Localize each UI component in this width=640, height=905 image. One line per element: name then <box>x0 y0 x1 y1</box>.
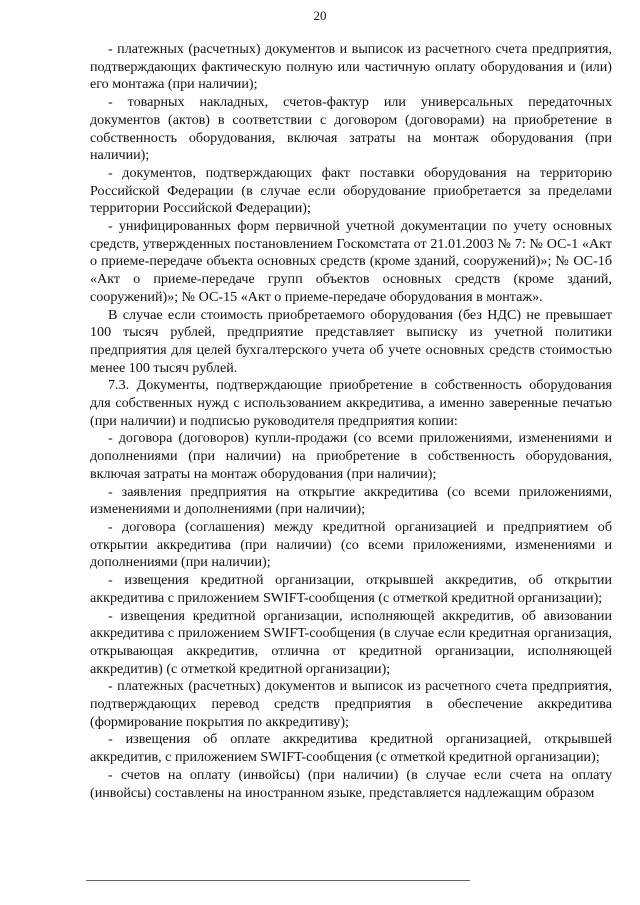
paragraph-agreement: - договора (соглашения) между кредитной организацией и предприятием об открытии аккредитива (при наличии) (со всеми приложениями, изменениями и дополнениями (при наличии); <box>90 518 612 571</box>
paragraph-transfer-documents: - платежных (расчетных) документов и выписок из расчетного счета предприятия, подтверждающих перевод средств предприятия в обеспечение аккредитива (формирование покрытия по аккредитиву); <box>90 678 612 730</box>
page-number: 20 <box>313 8 327 23</box>
paragraph-waybills: - товарных накладных, счетов-фактур или универсальных передаточных документов (актов) в соответствии с договором (договорами) на приобретение в собственность оборудования, включая затраты на монтаж оборудования (при наличии); <box>90 94 612 164</box>
paragraph-unified-forms: - унифицированных форм первичной учетной документации по учету основных средств, утвержденных постановлением Госкомстата от 21.01.2003 № 7: № ОС-1 «Акт о приеме-передаче объекта основных средств (кроме зданий, сооружений)»; № ОС-1б «Акт о приеме-передаче групп объектов основных средств (кроме зданий, сооружений)»; № ОС-15 «Акт о приеме-передаче оборудования в монтаж». <box>90 218 612 305</box>
footer-divider <box>86 880 470 881</box>
paragraph-cost-threshold: В случае если стоимость приобретаемого оборудования (без НДС) не превышает 100 тысяч рублей, предприятие представляет выписку из учетной политики предприятия для целей бухгалтерского учета об учете основных средств стоимостью менее 100 тысяч рублей. <box>90 306 612 376</box>
paragraph-payment-notice: - извещения об оплате аккредитива кредитной организацией, открывшей аккредитив, с приложением SWIFT-сообщения (с отметкой кредитной организации); <box>90 731 612 766</box>
paragraph-advising-notice: - извещения кредитной организации, исполняющей аккредитив, об авизовании аккредитива с приложением SWIFT-сообщения (в случае если кредитная организация, открывающая аккредитив, отлична от кредитной организации, исполняющей аккредитив) (с отметкой кредитной организации); <box>90 607 612 677</box>
paragraph-payment-documents: - платежных (расчетных) документов и выписок из расчетного счета предприятия, подтверждающих фактическую полную или частичную оплату оборудования и (или) его монтажа (при наличии); <box>90 41 612 93</box>
paragraph-invoices: - счетов на оплату (инвойсы) (при наличии) (в случае если счета на оплату (инвойсы) составлены на иностранном языке, представляется надлежащим образом <box>90 766 612 801</box>
paragraph-accreditive-application: - заявления предприятия на открытие аккредитива (со всеми приложениями, изменениями и дополнениями (при наличии); <box>90 483 612 518</box>
paragraph-opening-notice: - извещения кредитной организации, открывшей аккредитив, об открытии аккредитива с приложением SWIFT-сообщения (с отметкой кредитной организации); <box>90 572 612 606</box>
paragraph-purchase-contract: - договора (договоров) купли-продажи (со всеми приложениями, изменениями и дополнениями (при наличии) на приобретение в собственность оборудования, включая затраты на монтаж оборудования (при наличии); <box>90 430 612 482</box>
document-body <box>90 41 612 802</box>
paragraph-section-7-3: 7.3. Документы, подтверждающие приобретение в собственность оборудования для собственных нужд с использованием аккредитива, а именно заверенные печатью (при наличии) и подписью руководителя предприятия копии: <box>90 377 612 429</box>
paragraph-delivery-documents: - документов, подтверждающих факт поставки оборудования на территорию Российской Федерации (в случае если оборудование приобретается за пределами территории Российской Федерации); <box>90 164 612 217</box>
